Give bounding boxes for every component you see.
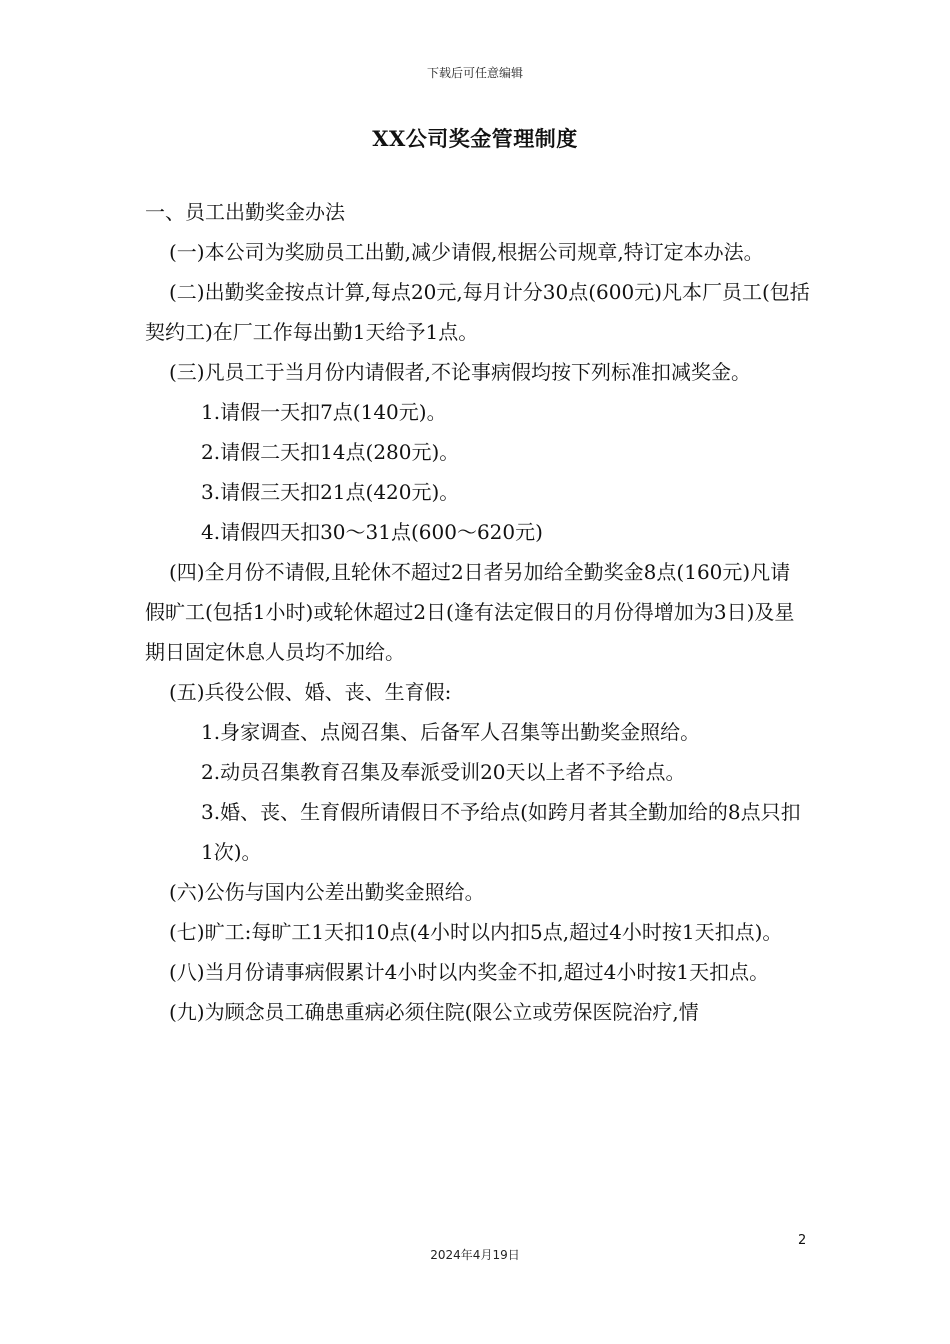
paragraph-6: (六)公伤与国内公差出勤奖金照给。	[169, 880, 485, 904]
paragraph-4: (四)全月份不请假,且轮休不超过2日者另加给全勤奖金8点(160元)凡请假旷工(包括1小时)或轮休超过2日(逢有法定假日的月份得增加为3日)及星期日固定休息人员均不加给。	[145, 560, 795, 664]
page-number: 2	[798, 1233, 807, 1248]
list-item: 3.请假三天扣21点(420元)。	[201, 480, 460, 504]
document-body	[145, 192, 810, 1032]
paragraph-5: (五)兵役公假、婚、丧、生育假:	[169, 680, 452, 704]
paragraph-7: (七)旷工:每旷工1天扣10点(4小时以内扣5点,超过4小时按1天扣点)。	[169, 920, 783, 944]
list-item: 1.请假一天扣7点(140元)。	[201, 400, 447, 424]
list-item: 3.婚、丧、生育假所请假日不予给点(如跨月者其全勤加给的8点只扣1次)。	[201, 800, 801, 864]
list-item: 2.动员召集教育召集及奉派受训20天以上者不予给点。	[201, 760, 686, 784]
list-item: 1.身家调查、点阅召集、后备军人召集等出勤奖金照给。	[201, 720, 701, 744]
paragraph-9: (九)为顾念员工确患重病必须住院(限公立或劳保医院治疗,情	[169, 1000, 699, 1024]
page-header: 下载后可任意编辑	[426, 66, 523, 80]
section-heading: 一、员工出勤奖金办法	[145, 200, 345, 224]
paragraph-3: (三)凡员工于当月份内请假者,不论事病假均按下列标准扣减奖金。	[169, 360, 751, 384]
paragraph-2: (二)出勤奖金按点计算,每点20元,每月计分30点(600元)凡本厂员工(包括契约工)在厂工作每出勤1天给予1点。	[145, 280, 810, 344]
list-item: 4.请假四天扣30～31点(600～620元)	[201, 520, 543, 544]
paragraph-8: (八)当月份请事病假累计4小时以内奖金不扣,超过4小时按1天扣点。	[169, 960, 770, 984]
list-item: 2.请假二天扣14点(280元)。	[201, 440, 460, 464]
paragraph-1: (一)本公司为奖励员工出勤,减少请假,根据公司规章,特订定本办法。	[169, 240, 764, 264]
page-footer-date: 2024年4月19日	[430, 1248, 520, 1262]
document-title: XX公司奖金管理制度	[372, 126, 578, 151]
